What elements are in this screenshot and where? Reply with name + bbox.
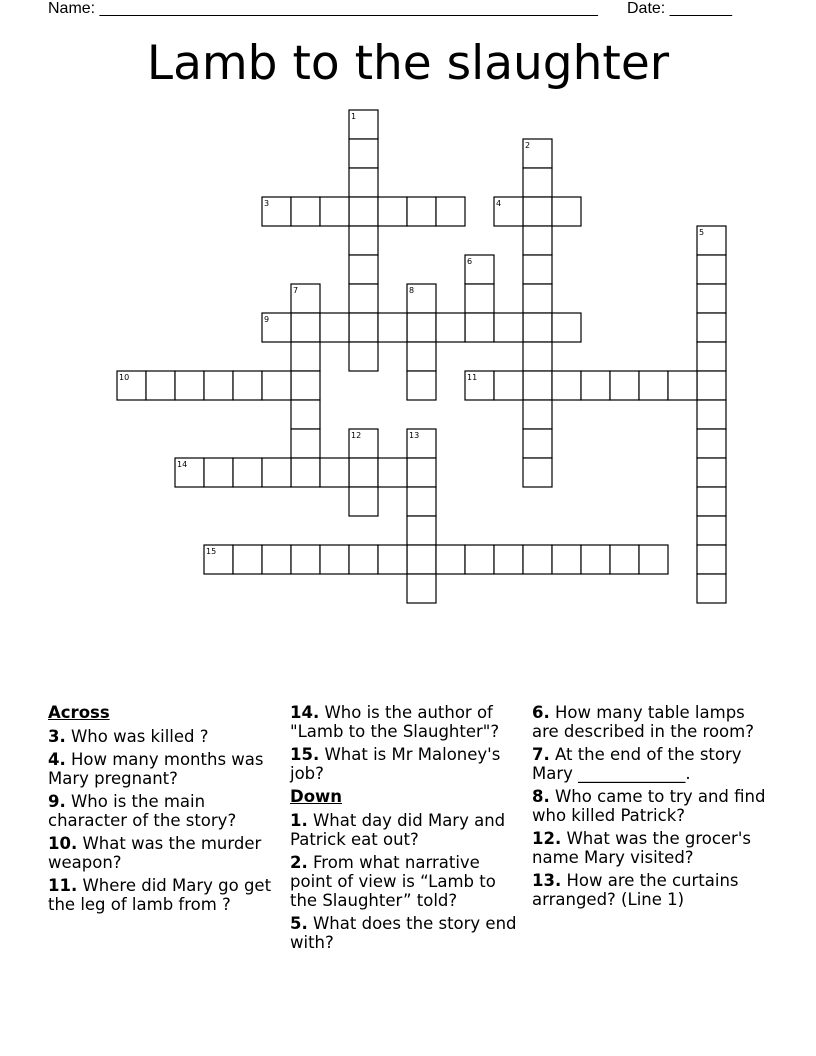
grid-cell[interactable] [349, 342, 378, 371]
grid-cell[interactable] [262, 371, 291, 400]
clue-across-9: 9. Who is the main character of the story? [48, 792, 237, 830]
clue-down-8: 8. Who came to try and find who killed Patrick? [532, 787, 766, 825]
clue-number-8: 8 [409, 286, 415, 295]
grid-cell[interactable] [349, 545, 378, 574]
grid-cell[interactable] [204, 458, 233, 487]
grid-cell[interactable] [233, 545, 262, 574]
grid-cell[interactable] [668, 371, 697, 400]
grid-cell[interactable] [378, 545, 407, 574]
grid-cell[interactable] [523, 313, 552, 342]
clue-number-6: 6 [467, 257, 473, 266]
grid-cell[interactable] [262, 545, 291, 574]
grid-cell[interactable] [523, 400, 552, 429]
grid-cell[interactable] [581, 371, 610, 400]
grid-cell[interactable] [552, 545, 581, 574]
grid-cell[interactable] [523, 226, 552, 255]
grid-cell[interactable] [494, 545, 523, 574]
grid-cell[interactable] [407, 342, 436, 371]
clue-across-15: 15. What is Mr Maloney's job? [290, 745, 501, 783]
grid-cell[interactable] [523, 342, 552, 371]
grid-cell[interactable] [552, 371, 581, 400]
clue-down-1: 1. What day did Mary and Patrick eat out? [290, 811, 506, 849]
grid-cell[interactable] [697, 371, 726, 400]
grid-cell[interactable] [349, 226, 378, 255]
grid-cell[interactable] [523, 545, 552, 574]
grid-cell[interactable] [407, 371, 436, 400]
grid-cell[interactable] [610, 545, 639, 574]
clues-column-3 [532, 703, 768, 913]
grid-cell[interactable] [175, 371, 204, 400]
grid-cell[interactable] [349, 255, 378, 284]
grid-cell[interactable] [523, 255, 552, 284]
grid-cell[interactable] [291, 429, 320, 458]
grid-cell[interactable] [291, 371, 320, 400]
grid-cell[interactable] [291, 400, 320, 429]
clue-across-3: 3. Who was killed ? [48, 727, 209, 746]
clue-down-2: 2. From what narrative point of view is “Lamb to the Slaughter” told? [290, 853, 496, 910]
grid-cell[interactable] [378, 458, 407, 487]
clue-number-3: 3 [264, 199, 270, 208]
grid-cell[interactable] [349, 313, 378, 342]
grid-cell[interactable] [233, 371, 262, 400]
grid-cell[interactable] [378, 197, 407, 226]
grid-cell[interactable] [407, 545, 436, 574]
grid-cell[interactable] [697, 255, 726, 284]
clues-column-1 [48, 703, 284, 918]
grid-cell[interactable] [697, 487, 726, 516]
grid-cell[interactable] [320, 458, 349, 487]
grid-cell[interactable] [291, 545, 320, 574]
clues-column-2 [290, 703, 526, 956]
grid-cell[interactable] [320, 545, 349, 574]
clue-number-12: 12 [351, 431, 362, 440]
grid-cell[interactable] [697, 313, 726, 342]
grid-cell[interactable] [349, 487, 378, 516]
grid-cell[interactable] [349, 197, 378, 226]
down-heading: Down [290, 787, 343, 806]
grid-cell[interactable] [494, 313, 523, 342]
grid-cell[interactable] [523, 371, 552, 400]
clue-across-11: 11. Where did Mary go get the leg of lamb from ? [48, 876, 272, 914]
date-field-label: Date: _______ [627, 0, 732, 17]
grid-cell[interactable] [523, 168, 552, 197]
grid-cell[interactable] [349, 284, 378, 313]
grid-cell[interactable] [697, 574, 726, 603]
grid-cell[interactable] [697, 342, 726, 371]
clue-number-15: 15 [206, 547, 217, 556]
grid-cell[interactable] [639, 371, 668, 400]
clue-number-14: 14 [177, 460, 188, 469]
grid-cell[interactable] [523, 284, 552, 313]
clue-across-14: 14. Who is the author of "Lamb to the Slaughter"? [290, 703, 500, 741]
clue-number-11: 11 [467, 373, 478, 382]
grid-cell[interactable] [697, 400, 726, 429]
grid-cell[interactable] [697, 458, 726, 487]
grid-cell[interactable] [494, 371, 523, 400]
clue-number-4: 4 [496, 199, 502, 208]
grid-cell[interactable] [436, 313, 465, 342]
grid-cell[interactable] [581, 545, 610, 574]
clue-down-6: 6. How many table lamps are described in the room? [532, 703, 754, 741]
clue-number-10: 10 [119, 373, 130, 382]
grid-cell[interactable] [407, 487, 436, 516]
grid-cell[interactable] [320, 313, 349, 342]
grid-cell[interactable] [697, 516, 726, 545]
grid-cell[interactable] [407, 197, 436, 226]
grid-cell[interactable] [233, 458, 262, 487]
grid-cell[interactable] [552, 313, 581, 342]
grid-cell[interactable] [291, 458, 320, 487]
grid-cell[interactable] [465, 545, 494, 574]
grid-cell[interactable] [407, 574, 436, 603]
grid-cell[interactable] [523, 429, 552, 458]
page-title: Lamb to the slaughter [146, 36, 670, 91]
grid-cell[interactable] [465, 284, 494, 313]
grid-cell[interactable] [552, 197, 581, 226]
clue-number-5: 5 [699, 228, 705, 237]
grid-cell[interactable] [146, 371, 175, 400]
grid-cell[interactable] [320, 197, 349, 226]
grid-cell[interactable] [436, 545, 465, 574]
clue-down-13: 13. How are the curtains arranged? (Line 1) [532, 871, 739, 909]
clue-number-9: 9 [264, 315, 270, 324]
grid-cell[interactable] [407, 516, 436, 545]
grid-cell[interactable] [697, 284, 726, 313]
clue-down-5: 5. What does the story end with? [290, 914, 517, 952]
clue-number-2: 2 [525, 141, 531, 150]
grid-cell[interactable] [639, 545, 668, 574]
clue-across-4: 4. How many months was Mary pregnant? [48, 750, 264, 788]
grid-cell[interactable] [349, 168, 378, 197]
grid-cell[interactable] [291, 313, 320, 342]
grid-cell[interactable] [407, 313, 436, 342]
name-field-label: Name: ________________________________________________________ [48, 0, 598, 17]
grid-cell[interactable] [523, 458, 552, 487]
grid-cell[interactable] [291, 197, 320, 226]
clue-number-7: 7 [293, 286, 299, 295]
grid-cell[interactable] [378, 313, 407, 342]
grid-cell[interactable] [436, 197, 465, 226]
across-heading: Across [48, 703, 110, 722]
grid-cell[interactable] [697, 429, 726, 458]
grid-cell[interactable] [523, 197, 552, 226]
grid-cell[interactable] [610, 371, 639, 400]
grid-cell[interactable] [349, 139, 378, 168]
clue-number-1: 1 [351, 112, 357, 121]
grid-cell[interactable] [262, 458, 291, 487]
clue-down-12: 12. What was the grocer's name Mary visited? [532, 829, 751, 867]
clue-down-7: 7. At the end of the story Mary _____________. [532, 745, 742, 783]
clue-number-13: 13 [409, 431, 420, 440]
clue-across-10: 10. What was the murder weapon? [48, 834, 262, 872]
grid-cell[interactable] [407, 458, 436, 487]
grid-cell[interactable] [465, 313, 494, 342]
grid-cell[interactable] [349, 458, 378, 487]
grid-cell[interactable] [291, 342, 320, 371]
grid-cell[interactable] [204, 371, 233, 400]
grid-cell[interactable] [697, 545, 726, 574]
